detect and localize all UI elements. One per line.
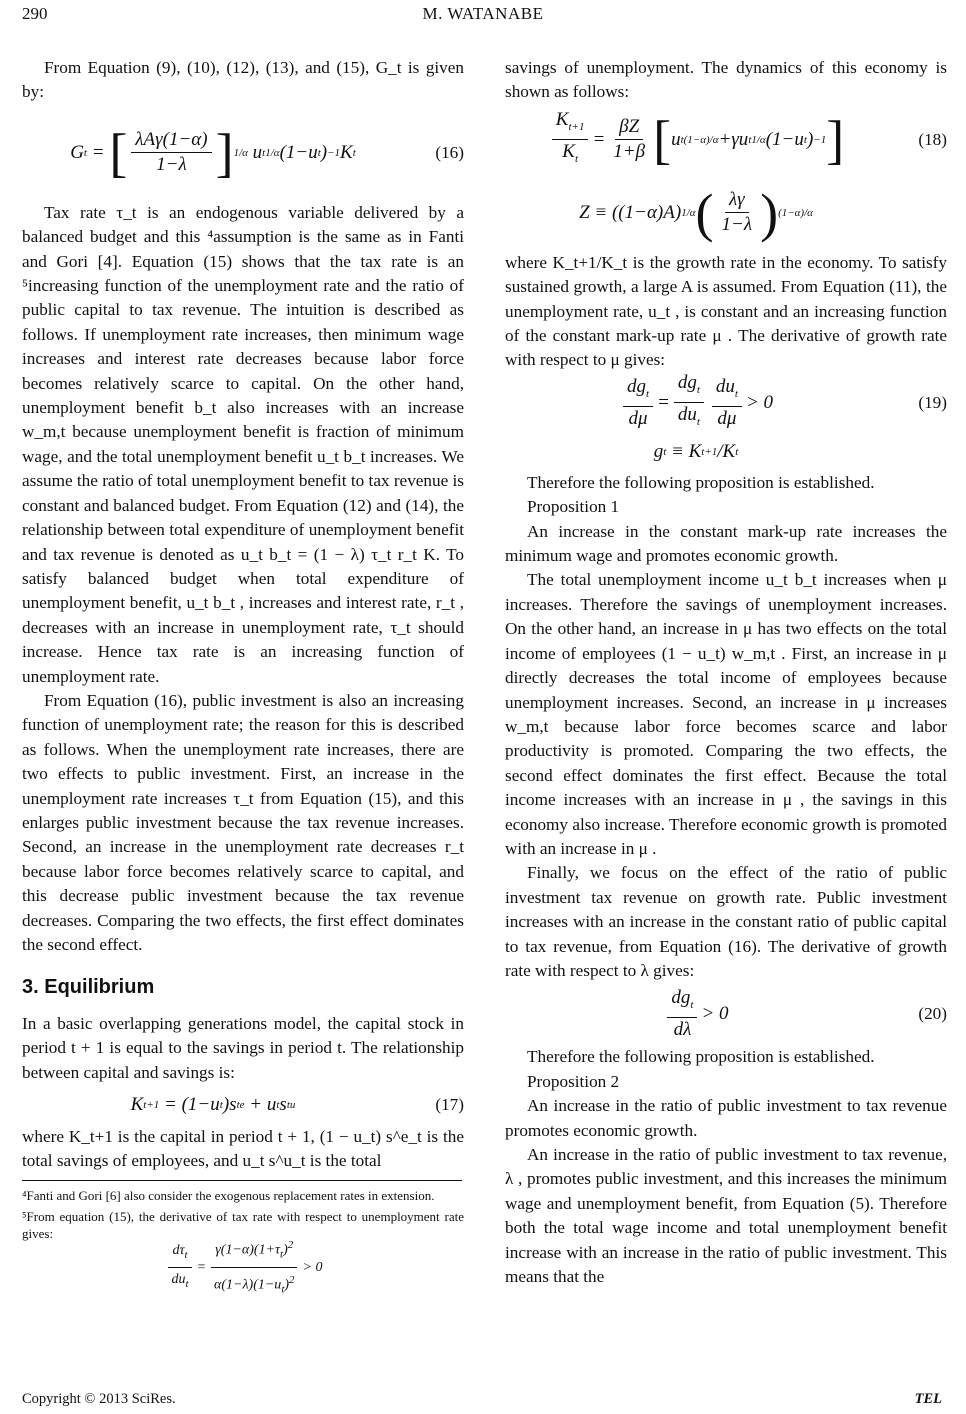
equation-number: (19) xyxy=(918,392,947,412)
equation-17: K t+1 = (1−u t )s t e + u t s t u (17) xyxy=(22,1085,464,1125)
paragraph: Therefore the following proposition is established. xyxy=(527,1047,875,1067)
paragraph: Finally, we focus on the effect of the ratio of public investment tax revenue on growth rate. Public investment increases with an increase in the constant ratio of public capital to tax revenue, from Equation (16). The derivative of growth rate with respect to λ gives: xyxy=(505,863,947,980)
footnote-5: ⁵From equation (15), the derivative of tax rate with respect to unemployment rate gives: xyxy=(22,1208,464,1241)
equation-number: (17) xyxy=(435,1094,464,1114)
equation-20: $\frac{dg_t}{d\lambda}$ > 0 (20) xyxy=(505,983,947,1045)
paragraph: From Equation (16), public investment is also an increasing function of unemployment rate; the reason for this is described as follows. When the unemployment rate increases, there are two effects to public investment. First, an increase in the unemployment rate increases τ_t from Equation (15), and this enlarges public investment because the tax revenue increases. Second, an increase in the unemployment rate decreases r_t because labor force becomes relatively scarce to capital, and this decrease public investment because the tax revenue decreases. Comparing the two effects, the first effect dominates the second effect. xyxy=(22,690,464,954)
paragraph: where K_t+1/K_t is the growth rate in the economy. To satisfy sustained growth, a large A is assumed. From Equation (11), the unemployment rate, u_t , is constant and an increasing function of the constant mark-up rate μ . The derivative of growth rate with respect to μ gives: xyxy=(505,252,947,370)
right-column xyxy=(505,56,947,1289)
copyright-notice: Copyright © 2013 SciRes. xyxy=(22,1391,176,1407)
section-heading: 3. Equilibrium xyxy=(22,976,155,999)
paragraph: The total unemployment income u_t b_t increases when μ increases. Therefore the savings of unemployment increases. On the other hand, an increase in μ has two effects on the total income of employees (1 − u_t) w_m,t . First, an increase in μ directly decreases the total income of employees because unemployment increases. Second, an increase in μ increases w_m,t because labor force becomes scarce and labor productivity is promoted. Comparing the two effects, the second effect dominates the first effect. Because the total income increases with an increase in μ , the savings in this economy also increase. Therefore economic growth is promoted with an increase in μ . xyxy=(505,570,947,858)
running-title: M. WATANABE xyxy=(422,4,544,23)
footnote-divider xyxy=(22,1180,462,1181)
equation-18: $\frac{K_{t+1}}{K_t}$ = $\frac{\beta Z}{1+\beta}$ [ u t (1−α)/α +γu t 1/α (1−u t ) −1 ] (18) xyxy=(505,105,947,175)
footnote-4: ⁴Fanti and Gori [6] also consider the exogenous replacement rates in extension. xyxy=(22,1187,435,1203)
proposition-text: An increase in the ratio of public investment to tax revenue promotes economic growth. xyxy=(505,1096,947,1140)
paragraph: An increase in the ratio of public investment to tax revenue, λ , promotes public investment, and this increases the minimum wage and unemployment benefit, from Equation (5). Therefore both the total wage income and total unemployment benefit increase with an increase in the ratio of public investment. This means that the xyxy=(505,1145,947,1287)
equation-g-definition: g t ≡ K t+1 /K t xyxy=(653,440,739,462)
equation-16: G t = [ $\frac{\text{λAγ(1−α)}}{1-\lambda}$ ] 1/α u t 1/α (1−u t ) −1 K t (16) xyxy=(70,122,464,183)
equation-number: (18) xyxy=(918,129,947,149)
paragraph: Therefore the following proposition is established. xyxy=(527,472,875,492)
equation-number: (20) xyxy=(918,1004,947,1024)
equation-19: $\frac{dg_t}{d\mu}$ = $\frac{dg_t}{du_t}$ $\frac{du_t}{d\mu}$ > 0 (19) xyxy=(505,373,947,433)
paragraph: In a basic overlapping generations model, the capital stock in period t + 1 is equal to the savings in period t. The relationship between capital and savings is: xyxy=(22,1013,464,1082)
equation-number: (16) xyxy=(435,142,464,162)
paragraph: where K_t+1 is the capital in period t + 1, (1 − u_t) s^e_t is the total savings of employees, and u_t s^u_t is the total xyxy=(22,1127,464,1171)
equation-z-definition: Z ≡ ((1−α)A) 1/α ( $\frac{\lambda\gamma}{1-\lambda}$ ) (1−α)/α xyxy=(579,182,813,243)
journal-abbrev: TEL xyxy=(914,1391,942,1407)
left-column xyxy=(22,56,464,1294)
paragraph: savings of unemployment. The dynamics of this economy is shown as follows: xyxy=(505,58,947,102)
proposition-title: Proposition 2 xyxy=(527,1071,620,1091)
page-number: 290 xyxy=(22,4,48,23)
paragraph: From Equation (9), (10), (12), (13), and (15), G_t is given by: xyxy=(22,58,464,102)
proposition-text: An increase in the constant mark-up rate increases the minimum wage and promotes economic growth. xyxy=(505,521,947,566)
footnote-equation: $\frac{d\tau_t}{du_t}$ = $\frac{\gamma(1-\alpha)(1+\tau_t)^2}{\alpha(1-\lambda)(1-u_t)^2}$ > 0 xyxy=(22,1242,464,1294)
proposition-title: Proposition 1 xyxy=(527,497,620,517)
paragraph: Tax rate τ_t is an endogenous variable delivered by a balanced budget and this ⁴assumption is the same as in Fanti and Gori [4]. Equation (15) shows that the tax rate is an ⁵increasing function of the unemployment rate and the ratio of public capital to tax revenue. The intuition is described as follows. If unemployment rate increases, then minimum wage increases and interest rate decreases because labor force becomes relatively scarce to capital. On the other hand, unemployment benefit b_t also increases with an increase w_m,t because unemployment benefit is fraction of minimum wage, and the total unemployment benefit u_t b_t increases. We assume the ratio of total unemployment benefit to tax revenue is constant and balanced budget. From Equation (12) and (14), the relationship between total expenditure of unemployment benefit and tax revenue is denoted as u_t b_t = (1 − λ) τ_t r_t K. To satisfy balanced budget when total expenditure of unemployment benefit, u_t b_t , increases and interest rate, r_t , decreases with an increase in unemployment rate, τ_t should increase. Hence tax rate is an increasing function of unemployment rate. xyxy=(22,202,464,686)
